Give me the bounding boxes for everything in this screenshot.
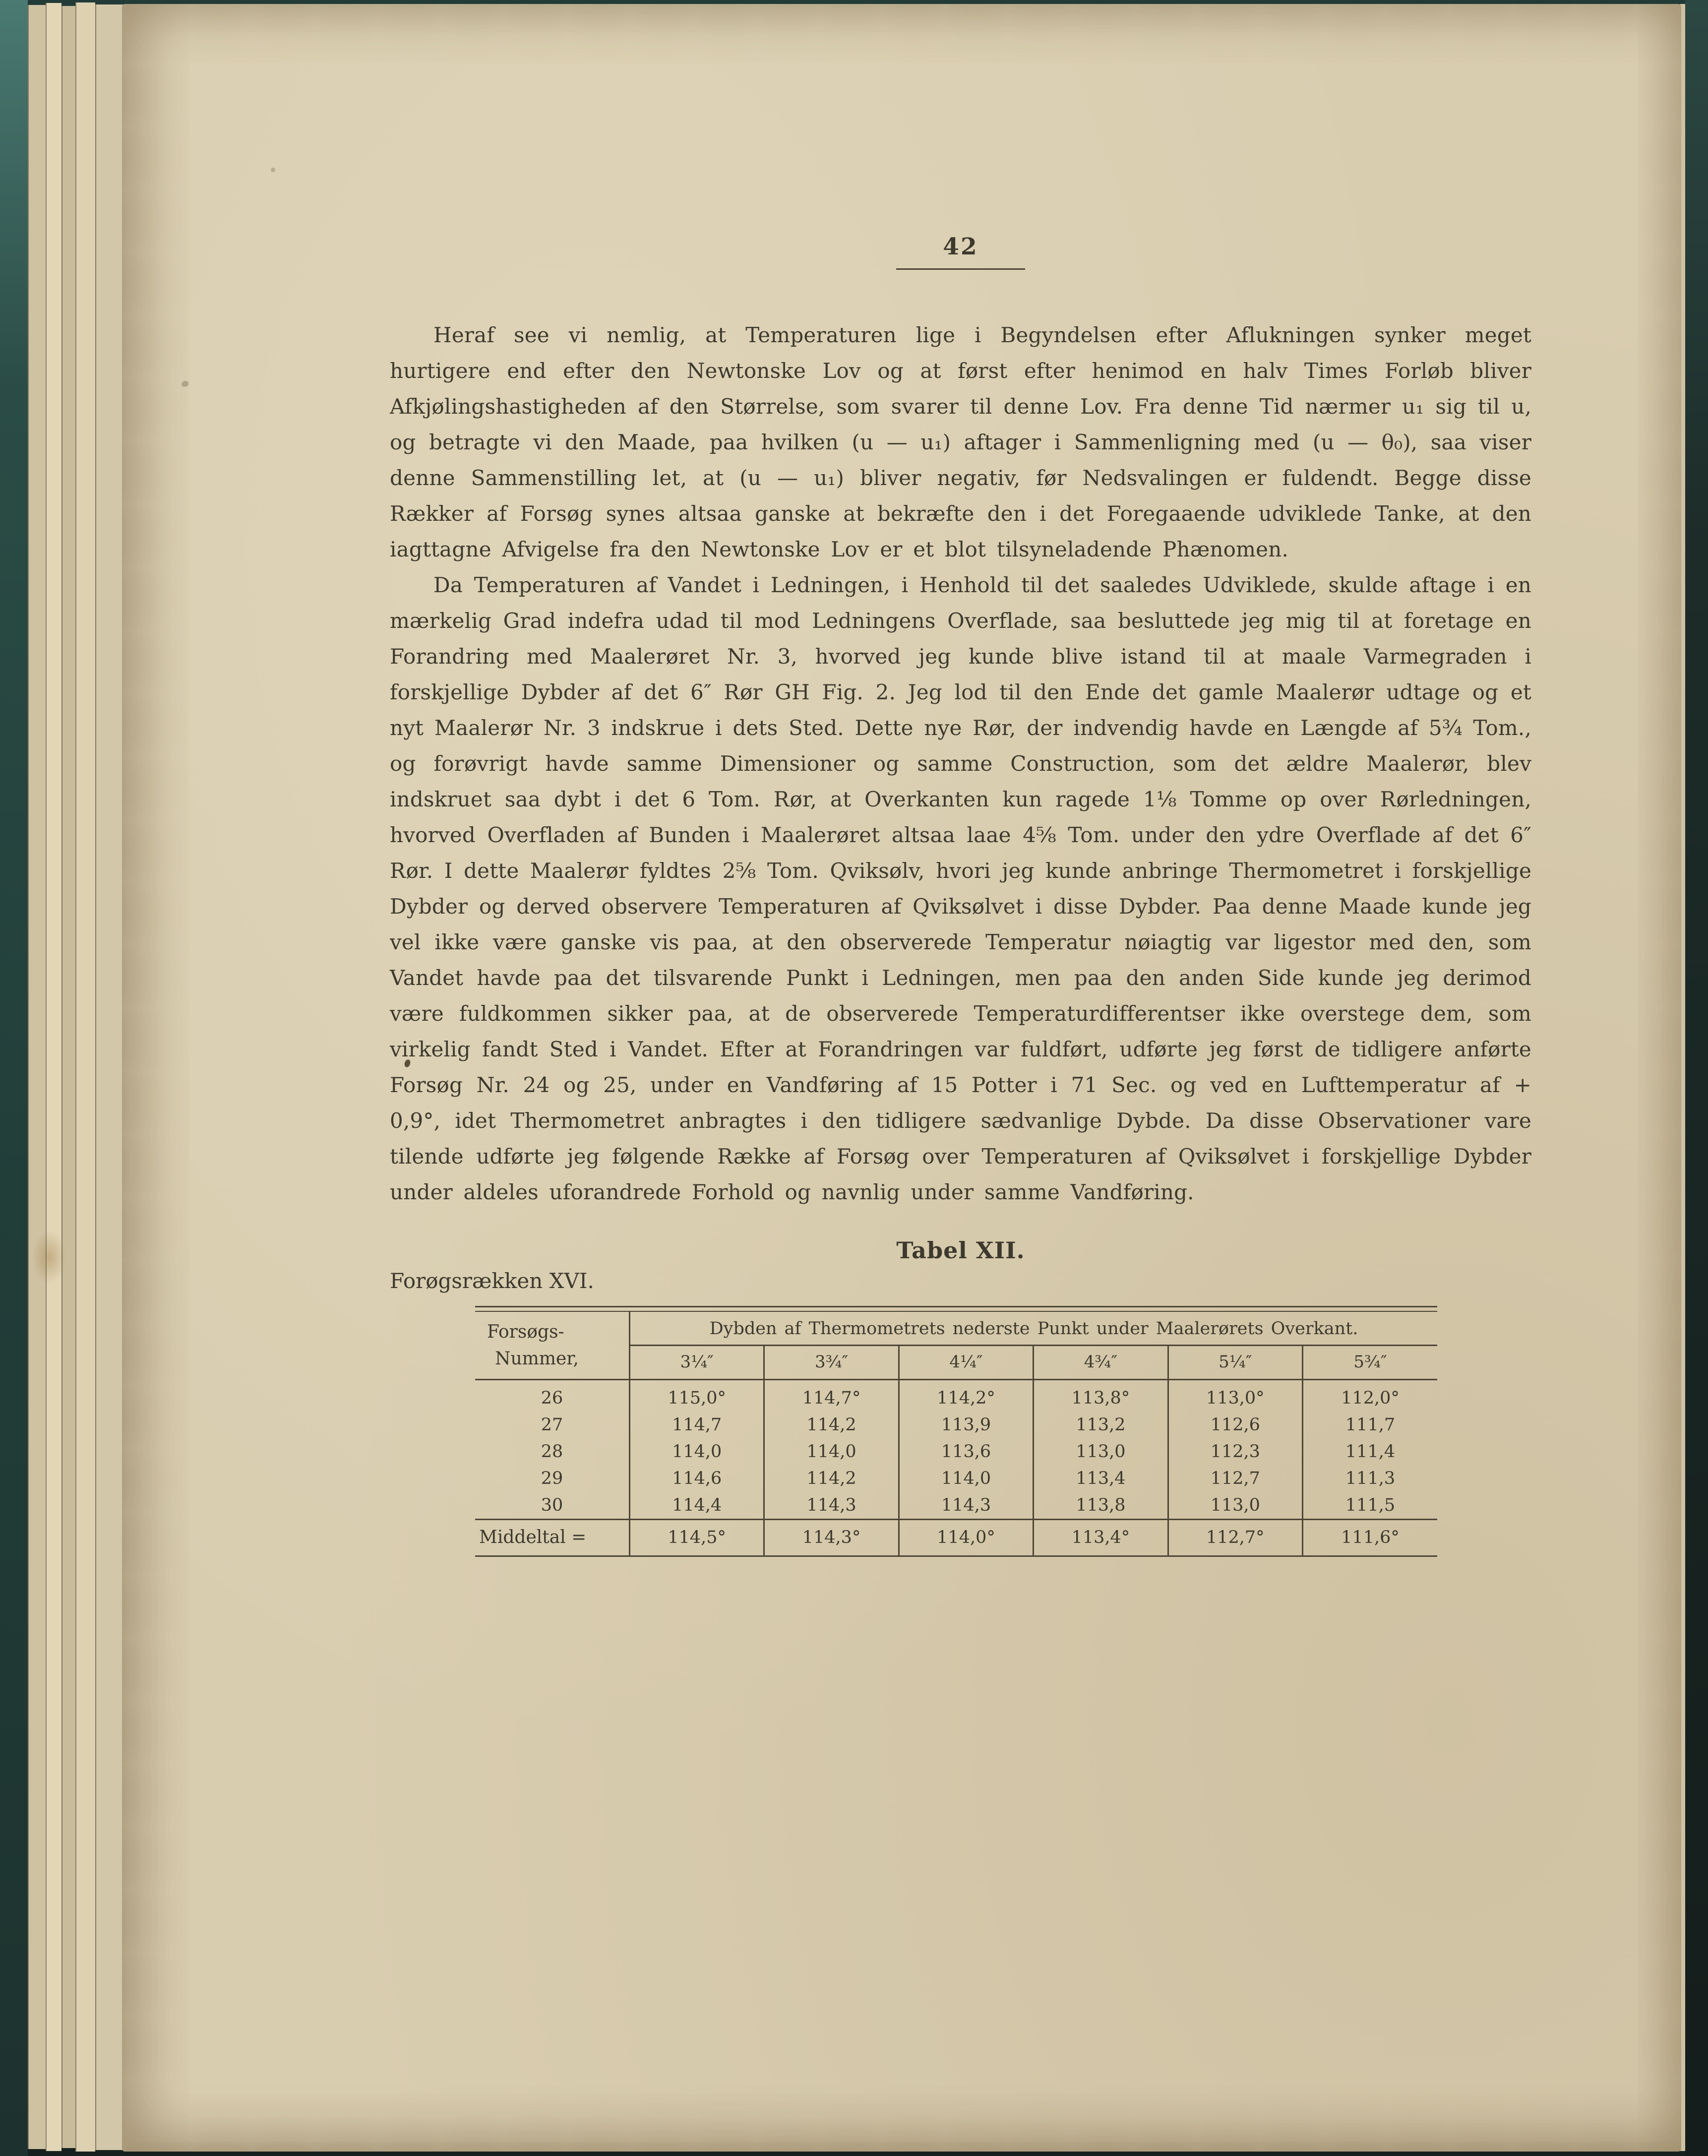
page-edge-strip — [61, 6, 75, 2148]
cell: 113,0 — [1034, 1438, 1168, 1465]
summary-label: Middeltal = — [475, 1520, 630, 1556]
cell: 112,0° — [1341, 1388, 1400, 1408]
cell: 114,2 — [764, 1412, 899, 1438]
cell: 114,7° — [764, 1380, 899, 1412]
cell: 113,8° — [1034, 1380, 1168, 1412]
body-paragraph-1: Heraf see vi nemlig, at Temperaturen lige i Begyndelsen efter Aflukningen synker meget hurtigere end efter den Newtonske Lov og at først efter henimod en halv Times Forløb bliver Afkjølingshastigheden af den Størrelse, som svarer til denne Lov. Fra denne Tid nærmer u₁ sig til u, og betragte vi den Maade, paa hvilken (u — u₁) aftager i Sammenligning med (u — θ₀), saa viser denne Sammenstilling let, at (u — u₁) bliver negativ, før Nedsvalingen er fuldendt. Begge disse Rækker af Forsøg synes altsaa ganske at bekræfte den i det Foregaaende udviklede Tanke, at den iagttagne Afvigelse fra den Newtonske Lov er et blot tilsyneladende Phænomen. — [390, 323, 1531, 561]
row-number: 30 — [475, 1492, 630, 1520]
cell: 111,4 — [1345, 1442, 1396, 1462]
row-number: 27 — [475, 1412, 630, 1438]
paper-stain — [32, 1230, 66, 1285]
ink-speck — [182, 381, 188, 387]
col-header-line: Nummer, — [495, 1349, 579, 1369]
cell: 114,2° — [899, 1380, 1033, 1412]
cell: 113,0° — [1168, 1380, 1302, 1412]
book-cover-left — [0, 0, 28, 2156]
summary-cell: 114,0° — [899, 1520, 1033, 1556]
table-series-label: Forøgsrækken XVI. — [390, 1269, 594, 1293]
summary-cell: 114,5° — [630, 1520, 764, 1556]
page-content — [390, 233, 1531, 1557]
page-edge-strip — [95, 4, 123, 2150]
col-header-forsogs-nummer — [475, 1312, 630, 1380]
cell: 113,4 — [1034, 1465, 1168, 1492]
row-number: 29 — [475, 1465, 630, 1492]
measurements-table — [475, 1312, 1437, 1557]
cell: 114,2 — [764, 1465, 899, 1492]
cell: 114,6 — [630, 1465, 764, 1492]
ink-speck — [271, 168, 275, 172]
table-row — [475, 1412, 1437, 1438]
cell: 113,6 — [899, 1438, 1033, 1465]
table-summary-row — [475, 1520, 1437, 1556]
table-row — [475, 1380, 1437, 1412]
cell: 115,0° — [630, 1380, 764, 1412]
cell: 111,5 — [1345, 1495, 1396, 1515]
book-cover-right — [1685, 0, 1708, 2156]
cell: 113,2 — [1034, 1412, 1168, 1438]
summary-cell: 114,3° — [764, 1520, 899, 1556]
depth-header-6: 5¾″ — [1303, 1346, 1437, 1380]
summary-cell: 111,6° — [1303, 1520, 1437, 1556]
depth-header-2: 3¾″ — [764, 1346, 899, 1380]
page-edge-strip — [75, 2, 95, 2152]
row-number: 26 — [475, 1380, 630, 1412]
depth-header-4: 4¾″ — [1034, 1346, 1168, 1380]
col-header-line: Forsøgs- — [487, 1322, 564, 1342]
table-row — [475, 1438, 1437, 1465]
cell: 114,0 — [764, 1438, 899, 1465]
depth-header-5: 5¼″ — [1168, 1346, 1302, 1380]
cell: 111,7 — [1345, 1415, 1396, 1435]
summary-cell: 113,4° — [1034, 1520, 1168, 1556]
summary-cell: 112,7° — [1168, 1520, 1302, 1556]
cell: 114,0 — [899, 1465, 1033, 1492]
cell: 111,3 — [1345, 1469, 1396, 1488]
cell: 113,9 — [899, 1412, 1033, 1438]
page-number: 42 — [896, 233, 1025, 270]
table-row — [475, 1492, 1437, 1520]
depth-header-1: 3¼″ — [630, 1346, 764, 1380]
table-title: Tabel XII. — [896, 1237, 1025, 1264]
cell: 114,3 — [764, 1492, 899, 1520]
table-top-double-rule — [475, 1306, 1437, 1312]
page-edge-strip — [46, 3, 61, 2151]
experiment-table — [475, 1306, 1437, 1557]
col-header-depth-span: Dybden af Thermometrets nederste Punkt under Maalerørets Overkant. — [630, 1312, 1438, 1346]
cell: 112,7 — [1168, 1465, 1302, 1492]
table-header-row — [475, 1312, 1437, 1346]
cell: 113,0 — [1168, 1492, 1302, 1520]
page-edge-strip — [28, 5, 46, 2149]
depth-header-3: 4¼″ — [899, 1346, 1033, 1380]
row-number: 28 — [475, 1438, 630, 1465]
cell: 114,7 — [630, 1412, 764, 1438]
cell: 112,6 — [1168, 1412, 1302, 1438]
cell: 114,4 — [630, 1492, 764, 1520]
cell: 113,8 — [1034, 1492, 1168, 1520]
table-row — [475, 1465, 1437, 1492]
scanned-page — [122, 4, 1681, 2152]
body-paragraph-2: Da Temperaturen af Vandet i Ledningen, i Henhold til det saaledes Udviklede, skulde aftage i en mærkelig Grad indefra udad til mod Ledningens Overflade, saa besluttede jeg mig til at foretage en Forandring med Maalerøret Nr. 3, hvorved jeg kunde blive istand til at maale Varmegraden i forskjellige Dybder af det 6″ Rør GH Fig. 2. Jeg lod til den Ende det gamle Maalerør udtage og et nyt Maalerør Nr. 3 indskrue i dets Sted. Dette nye Rør, der indvendig havde en Længde af 5¾ Tom., og forøvrigt havde samme Dimensioner og samme Construction, som det ældre Maalerør, blev indskruet saa dybt i det 6 Tom. Rør, at Overkanten kun ragede 1⅛ Tomme op over Rørledningen, hvorved Overfladen af Bunden i Maalerøret altsaa laae 4⅝ Tom. under den ydre Overflade af det 6″ Rør. I dette Maalerør fyldtes 2⅝ Tom. Qviksølv, hvori jeg kunde anbringe Thermometret i forskjellige Dybder og derved observere Temperaturen af Qviksølvet i disse Dybder. Paa denne Maade kunde jeg vel ikke være ganske vis paa, at den observerede Temperatur nøiagtig var ligestor med den, som Vandet havde paa det tilsvarende Punkt i Ledningen, men paa den anden Side kunde jeg derimod være fuldkommen sikker paa, at de observerede Temperaturdifferentser ikke overstege dem, som virkelig fandt Sted i Vandet. Efter at Forandringen var fuldført, udførte jeg først de tidligere anførte Forsøg Nr. 24 og 25, under en Vandføring af 15 Potter i 71 Sec. og ved en Lufttemperatur af + 0,9°, idet Thermometret anbragtes i den tidligere sædvanlige Dybde. Da disse Observationer vare tilende udførte jeg følgende Række af Forsøg over Temperaturen af Qviksølvet i forskjellige Dybder under aldeles uforandrede Forhold og navnlig under samme Vandføring. — [390, 573, 1531, 1204]
cell: 112,3 — [1168, 1438, 1302, 1465]
cell: 114,3 — [899, 1492, 1033, 1520]
cell: 114,0 — [630, 1438, 764, 1465]
